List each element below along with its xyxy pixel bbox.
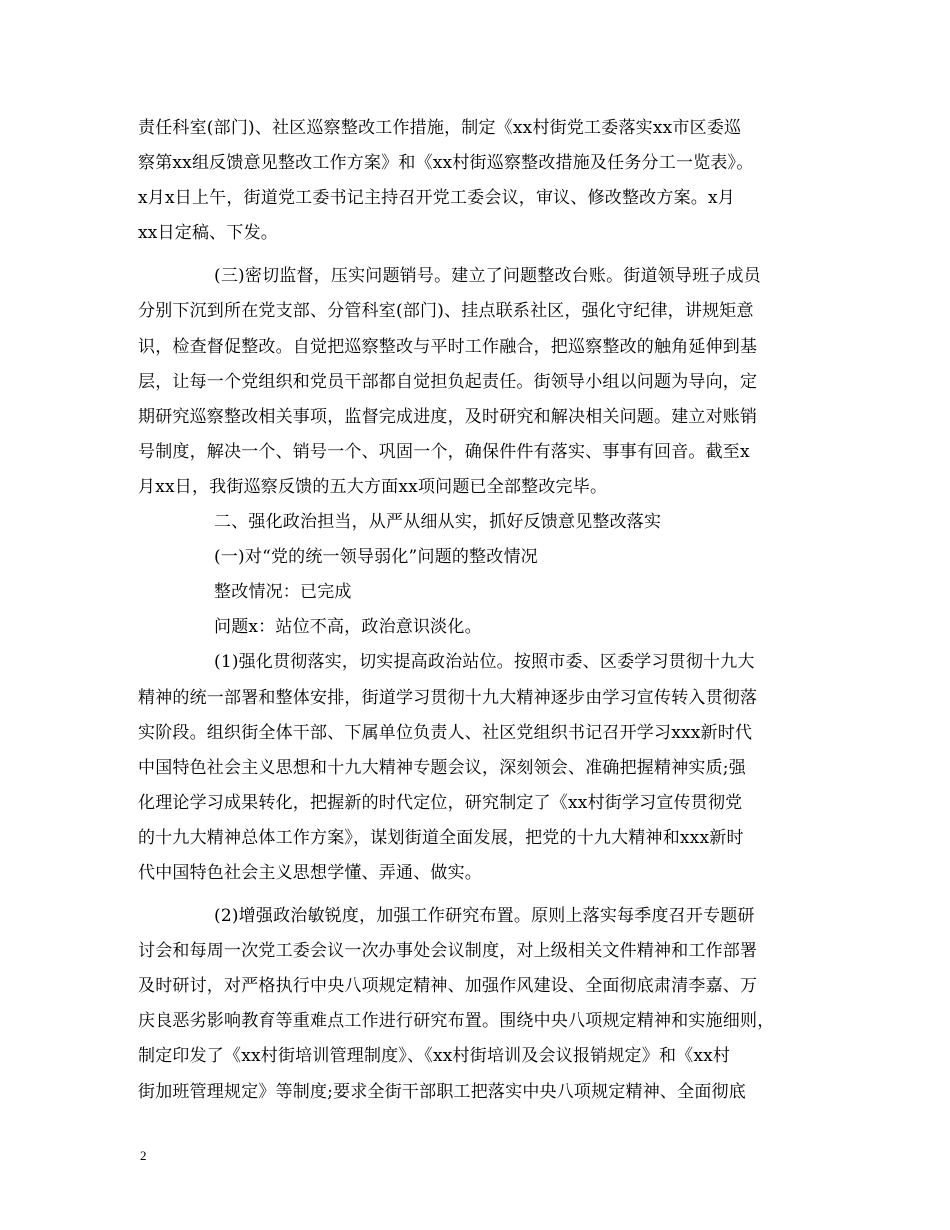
section-heading: 二、强化政治担当，从严从细从实，抓好反馈意见整改落实 [214,512,662,533]
text-line: 识，检查督促整改。自觉把巡察整改与平时工作融合，把巡察整改的触角延伸到基 [138,336,758,357]
text-line: x月x日上午，街道党工委书记主持召开党工委会议，审议、修改整改方案。x月 [138,188,735,209]
text-line: 制定印发了《xx村街培训管理制度》、《xx村街培训及会议报销规定》和《xx村 [138,1046,731,1067]
text-line: 的十九大精神总体工作方案》，谋划街道全面发展，把党的十九大精神和xxx新时 [138,827,744,848]
text-line: 及时研讨，对严格执行中央八项规定精神、加强作风建设、全面彻底肃清李嘉、万 [138,976,758,997]
paragraph-gap [138,891,822,899]
paragraph-gap [138,251,822,259]
text-line: 层，让每一个党组织和党员干部都自觉担负起责任。街领导小组以问题为导向，定 [138,371,758,392]
text-line: (三)密切监督，压实问题销号。建立了问题整改台账。街道领导班子成员 [214,266,761,287]
text-line: 分别下沉到所在党支部、分管科室(部门)、挂点联系社区，强化守纪律，讲规矩意 [138,301,754,322]
text-line: 庆良恶劣影响教育等重难点工作进行研究布置。围绕中央八项规定精神和实施细则， [138,1011,775,1032]
text-line: 期研究巡察整改相关事项，监督完成进度，及时研究和解决相关问题。建立对账销 [138,406,758,427]
text-line: xx日定稿、下发。 [138,223,278,244]
text-line: 号制度，解决一个、销号一个、巩固一个，确保件件有落实、事事有回音。截至x [138,441,750,462]
status-line: 整改情况：已完成 [214,582,352,603]
text-line: (2)增强政治敏锐度，加强工作研究布置。原则上落实每季度召开专题研 [214,906,755,927]
page-number: 2 [140,1148,147,1163]
text-line: (1)强化贯彻落实，切实提高政治站位。按照市委、区委学习贯彻十九大 [214,652,755,673]
text-line: 精神的统一部署和整体安排，街道学习贯彻十九大精神逐步由学习宣传转入贯彻落 [138,687,758,708]
subsection-heading: (一)对“党的统一领导弱化”问题的整改情况 [214,547,538,568]
text-line: 中国特色社会主义思想和十九大精神专题会议，深刻领会、准确把握精神实质;强 [138,757,746,778]
document-body [138,111,822,1110]
text-line: 化理论学习成果转化，把握新的时代定位，研究制定了《xx村街学习宣传贯彻党 [138,792,743,813]
text-line: 察第xx组反馈意见整改工作方案》和《xx村街巡察整改措施及任务分工一览表》。 [138,153,754,174]
text-line: 实阶段。组织街全体干部、下属单位负责人、社区党组织书记召开学习xxx新时代 [138,722,753,743]
text-line: 月xx日，我街巡察反馈的五大方面xx项问题已全部整改完毕。 [138,476,608,497]
text-line: 街加班管理规定》等制度;要求全街干部职工把落实中央八项规定精神、全面彻底 [138,1081,746,1102]
issue-line: 问题x：站位不高，政治意识淡化。 [214,617,482,638]
text-line: 责任科室(部门)、社区巡察整改工作措施，制定《xx村街党工委落实xx市区委巡 [138,118,742,138]
text-line: 代中国特色社会主义思想学懂、弄通、做实。 [138,862,482,883]
text-line: 讨会和每周一次党工委会议一次办事处会议制度，对上级相关文件精神和工作部署 [138,941,758,962]
